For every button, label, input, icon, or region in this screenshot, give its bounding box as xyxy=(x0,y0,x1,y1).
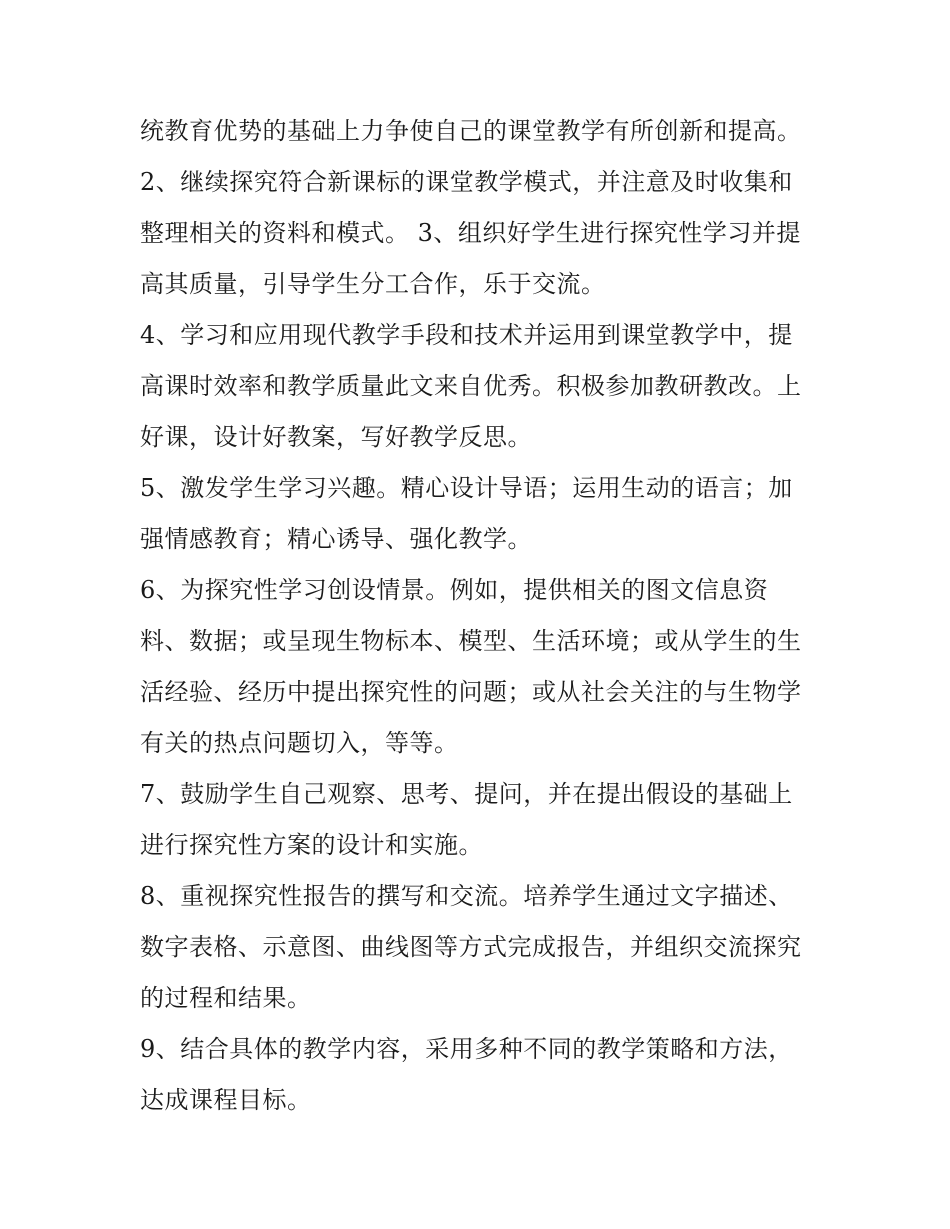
text-line: 的过程和结果。 xyxy=(140,984,312,1012)
text-line: 强情感教育；精心诱导、强化教学。 xyxy=(140,525,532,553)
text-line: 活经验、经历中提出探究性的问题；或从社会关注的与生物学 xyxy=(140,678,802,706)
text-line: 好课，设计好教案，写好教学反思。 xyxy=(140,423,532,451)
text-line: 8、重视探究性报告的撰写和交流。培养学生通过文字描述、 xyxy=(140,882,793,910)
text-line: 料、数据；或呈现生物标本、模型、生活环境；或从学生的生 xyxy=(140,627,802,655)
text-line: 高课时效率和教学质量此文来自优秀。积极参加教研教改。上 xyxy=(140,372,802,400)
text-line: 整理相关的资料和模式。 3、组织好学生进行探究性学习并提 xyxy=(140,219,801,247)
text-line: 有关的热点问题切入，等等。 xyxy=(140,729,459,757)
text-line: 5、激发学生学习兴趣。精心设计导语；运用生动的语言；加 xyxy=(140,474,793,502)
text-line: 2、继续探究符合新课标的课堂教学模式，并注意及时收集和 xyxy=(140,168,793,196)
text-line: 高其质量，引导学生分工合作，乐于交流。 xyxy=(140,270,606,298)
text-line: 统教育优势的基础上力争使自己的课堂教学有所创新和提高。 xyxy=(140,117,802,145)
text-line: 进行探究性方案的设计和实施。 xyxy=(140,831,483,859)
text-line: 达成课程目标。 xyxy=(140,1086,312,1114)
text-line: 数字表格、示意图、曲线图等方式完成报告，并组织交流探究 xyxy=(140,933,802,961)
text-line: 7、鼓励学生自己观察、思考、提问，并在提出假设的基础上 xyxy=(140,780,793,808)
text-line: 6、为探究性学习创设情景。例如，提供相关的图文信息资 xyxy=(140,576,769,604)
text-line: 9、结合具体的教学内容，采用多种不同的教学策略和方法， xyxy=(140,1035,793,1063)
text-line: 4、学习和应用现代教学手段和技术并运用到课堂教学中，提 xyxy=(140,321,793,349)
document-body xyxy=(140,106,830,1126)
